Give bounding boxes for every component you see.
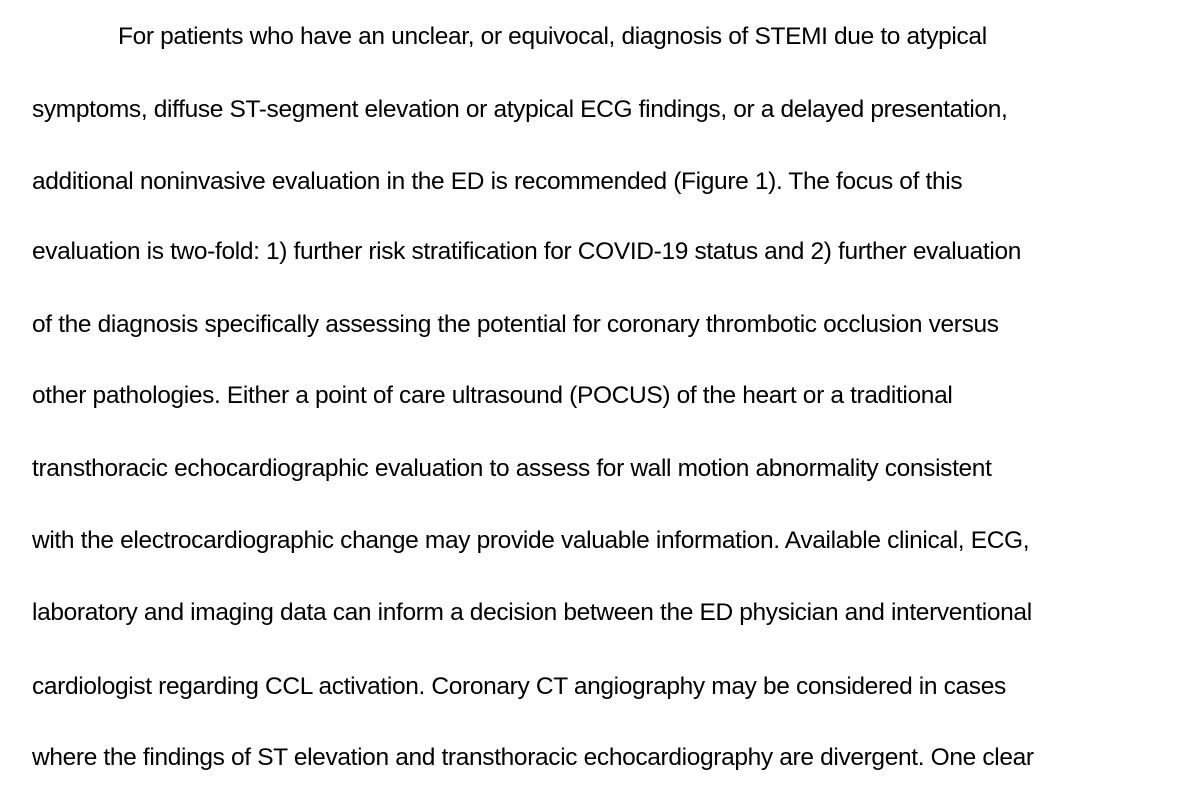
paragraph-line: where the findings of ST elevation and transthoracic echocardiography are divergent. One clear bbox=[32, 744, 1034, 771]
paragraph-line: For patients who have an unclear, or equivocal, diagnosis of STEMI due to atypical bbox=[118, 23, 987, 50]
paragraph-line: symptoms, diffuse ST-segment elevation or atypical ECG findings, or a delayed presentation, bbox=[32, 96, 1008, 123]
paragraph-line: other pathologies. Either a point of care ultrasound (POCUS) of the heart or a traditional bbox=[32, 382, 953, 409]
paragraph-line: evaluation is two-fold: 1) further risk stratification for COVID-19 status and 2) further evaluation bbox=[32, 238, 1022, 265]
paragraph-line: transthoracic echocardiographic evaluation to assess for wall motion abnormality consistent bbox=[32, 455, 992, 482]
paragraph-line: laboratory and imaging data can inform a decision between the ED physician and interventional bbox=[32, 599, 1032, 626]
paragraph-line: additional noninvasive evaluation in the ED is recommended (Figure 1). The focus of this bbox=[32, 168, 963, 195]
paragraph-line: of the diagnosis specifically assessing the potential for coronary thrombotic occlusion versus bbox=[32, 311, 999, 338]
paragraph-line: with the electrocardiographic change may provide valuable information. Available clinical, ECG, bbox=[32, 527, 1030, 554]
paragraph-line: cardiologist regarding CCL activation. Coronary CT angiography may be considered in cases bbox=[32, 673, 1006, 700]
